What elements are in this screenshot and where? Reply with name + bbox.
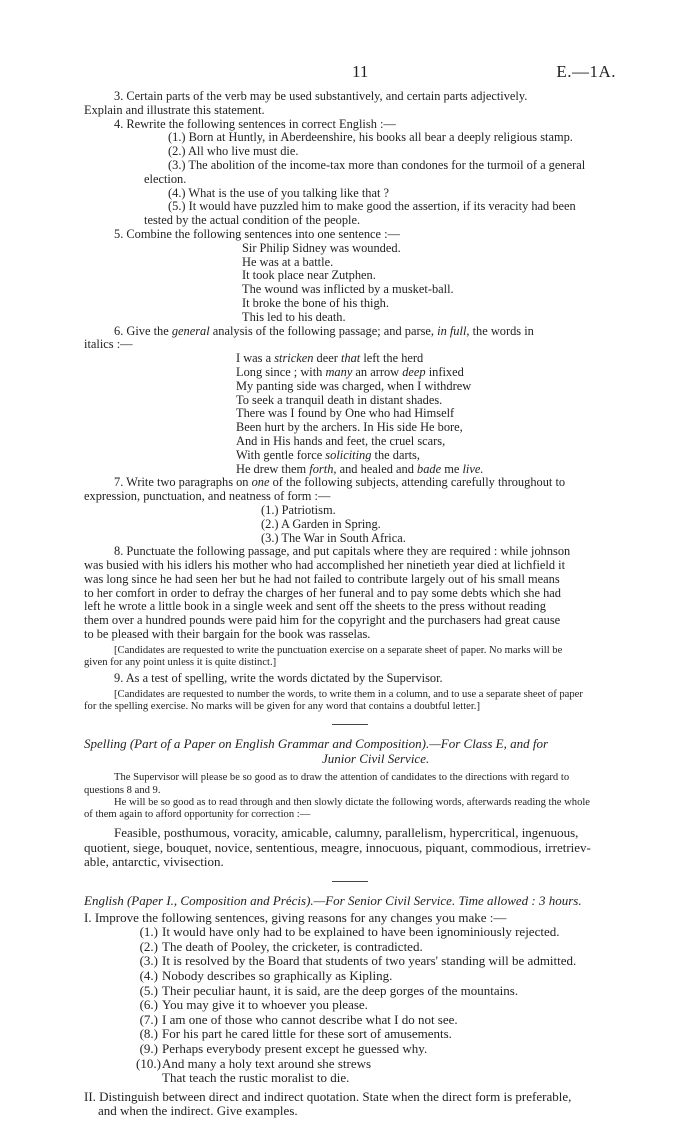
section-divider <box>332 881 368 882</box>
subject-option: (3.) The War in South Africa. <box>261 530 406 545</box>
subject-option: (2.) A Garden in Spring. <box>261 516 381 531</box>
question-4-sentence-4: (4.) What is the use of you talking like that ? <box>168 185 390 200</box>
verse-line: To seek a tranquil death in distant shades. <box>236 392 443 407</box>
combine-sentence: This led to his death. <box>242 309 346 324</box>
section-divider <box>332 724 368 725</box>
question-II-cont: and when the indirect. Give examples. <box>98 1103 298 1119</box>
verse-line: With gentle force soliciting the darts, <box>236 447 420 462</box>
spelling-words: quotient, siege, bouquet, novice, sententious, meagre, innocuous, piquant, commodious, irretriev- <box>84 839 591 855</box>
document-reference: E.—1A. <box>556 62 616 81</box>
combine-sentence: It broke the bone of his thigh. <box>242 295 389 310</box>
page-number: 11 <box>352 62 369 81</box>
combine-sentence: It took place near Zutphen. <box>242 268 376 283</box>
supervisor-note: He will be so good as to read through and then slowly dictate the following words, afterwards reading the whole <box>114 796 591 808</box>
improve-sentence: (1.) It would have only had to be explained to have been ignominiously rejected. <box>139 924 560 940</box>
question-9-note-cont: for the spelling exercise. No marks will be given for any word that contains a doubtful letter.] <box>84 701 480 713</box>
question-9-line: 9. As a test of spelling, write the words dictated by the Supervisor. <box>114 671 443 686</box>
question-8-line: was long since he had seen her but he had not failed to contribute largely out of his small means <box>84 571 560 586</box>
question-8-line: them over a hundred pounds were paid him for the copyright and the purchasers had great cause <box>84 613 561 628</box>
improve-sentence: (7.) I am one of those who cannot describe what I do not see. <box>139 1011 458 1027</box>
improve-sentence: (10.)And many a holy text around she strews <box>136 1055 372 1071</box>
question-8-line: left he wrote a little book in a single week and sent off the sheets to the press without reading <box>84 599 546 614</box>
verse-line: Long since ; with many an arrow deep infixed <box>236 364 464 379</box>
spelling-section-title: Spelling (Part of a Paper on English Grammar and Composition).—For Class E, and for <box>84 736 549 752</box>
question-4-sentence-1: (1.) Born at Huntly, in Aberdeenshire, his books all bear a deeply religious stamp. <box>168 130 573 145</box>
combine-sentence: The wound was inflicted by a musket-ball. <box>242 282 454 297</box>
question-3-line-1: 3. Certain parts of the verb may be used substantively, and certain parts adjectively. <box>114 89 528 103</box>
verse-line: And in His hands and feet, the cruel scars, <box>236 433 446 448</box>
combine-sentence: He was at a battle. <box>242 254 334 269</box>
subject-option: (1.) Patriotism. <box>261 502 336 517</box>
supervisor-note-cont: of them again to afford opportunity for correction :— <box>84 809 311 821</box>
improve-sentence: (8.) For his part he cared little for these sort of amusements. <box>139 1026 452 1042</box>
improve-sentence: (9.) Perhaps everybody present except he guessed why. <box>139 1040 428 1056</box>
verse-line: My panting side was charged, when I withdrew <box>236 378 472 393</box>
improve-sentence-cont: That teach the rustic moralist to die. <box>162 1070 350 1086</box>
question-5-intro: 5. Combine the following sentences into one sentence :— <box>114 226 400 241</box>
question-6-line-2: italics :— <box>84 337 133 352</box>
question-4-sentence-3-cont: election. <box>144 171 187 186</box>
question-8-note: [Candidates are requested to write the punctuation exercise on a separate sheet of paper. No marks will be <box>114 644 563 656</box>
question-I: I. Improve the following sentences, giving reasons for any changes you make :— <box>84 909 507 925</box>
question-4-sentence-3: (3.) The abolition of the income-tax more than condones for the turmoil of a general <box>168 157 586 172</box>
question-4-intro: 4. Rewrite the following sentences in correct English :— <box>114 116 396 131</box>
question-7-line-2: expression, punctuation, and neatness of form :— <box>84 489 331 504</box>
question-8-line: to be pleased with their bargain for the book was rasselas. <box>84 627 371 642</box>
improve-sentence: (4.) Nobody describes so graphically as Kipling. <box>139 967 393 983</box>
question-8-note-cont: given for any point unless it is quite distinct.] <box>84 657 277 669</box>
question-9-note: [Candidates are requested to number the words, to write them in a column, and to use a separate sheet of paper <box>114 689 583 701</box>
verse-line: Been hurt by the archers. In His side He bore, <box>236 420 463 435</box>
question-7-line-1: 7. Write two paragraphs on one of the following subjects, attending carefully throughout to <box>114 475 566 490</box>
verse-line: I was a stricken deer that left the herd <box>236 351 424 366</box>
supervisor-note: The Supervisor will please be so good as to draw the attention of candidates to the directions with regard to <box>114 772 570 784</box>
supervisor-note-cont: questions 8 and 9. <box>84 784 161 796</box>
page-header <box>84 62 616 90</box>
question-4-sentence-2: (2.) All who live must die. <box>168 144 299 159</box>
verse-line: He drew them forth, and healed and bade me live. <box>236 461 484 476</box>
question-II: II. Distinguish between direct and indirect quotation. State when the direct form is preferable, <box>84 1088 572 1104</box>
question-4-sentence-5: (5.) It would have puzzled him to make good the assertion, if its veracity had been <box>168 199 576 214</box>
improve-sentence: (6.) You may give it to whoever you please. <box>139 997 368 1013</box>
question-3-line-2: Explain and illustrate this statement. <box>84 102 265 117</box>
question-8-line: to her comfort in order to defray the charges of her funeral and to pay some debts which she had <box>84 585 561 600</box>
question-8-line: 8. Punctuate the following passage, and put capitals where they are required : while johnson <box>114 544 571 559</box>
combine-sentence: Sir Philip Sidney was wounded. <box>242 240 401 255</box>
question-6-line-1: 6. Give the general analysis of the following passage; and parse, in full, the words in <box>114 323 534 338</box>
spelling-words: able, antarctic, vivisection. <box>84 854 224 870</box>
spelling-words: Feasible, posthumous, voracity, amicable, calumny, parallelism, hypercritical, ingenuous, <box>114 825 579 841</box>
improve-sentence: (5.) Their peculiar haunt, it is said, are the deep gorges of the mountains. <box>139 982 519 998</box>
verse-line: There was I found by One who had Himself <box>236 406 455 421</box>
improve-sentence: (2.) The death of Pooley, the cricketer, is contradicted. <box>139 938 423 954</box>
english-section-title: English (Paper I., Composition and Précis).—For Senior Civil Service. Time allowed : 3 hours. <box>84 893 582 909</box>
improve-sentence: (3.) It is resolved by the Board that students of two years' standing will be admitted. <box>139 953 577 969</box>
question-8-line: was busied with his idlers his mother who had accomplished her ninetieth year died at lichfield it <box>84 558 566 573</box>
spelling-section-title-cont: Junior Civil Service. <box>322 750 430 766</box>
question-4-sentence-5-cont: tested by the actual condition of the people. <box>144 213 361 228</box>
